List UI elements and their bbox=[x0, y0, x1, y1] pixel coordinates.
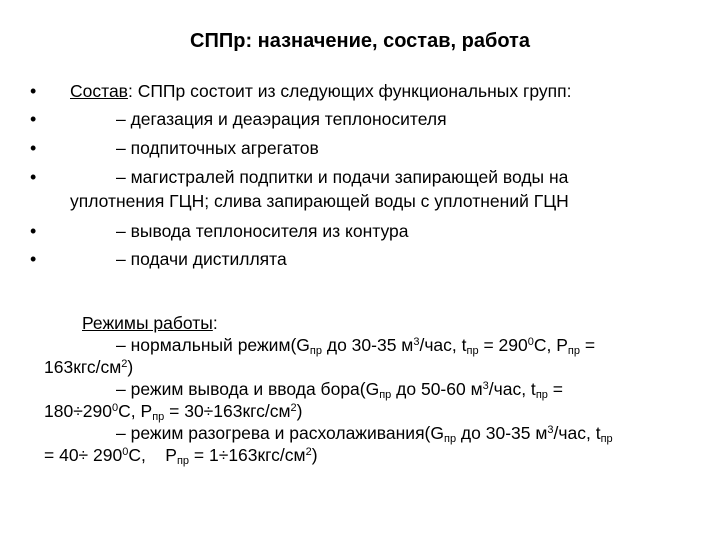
mode-text: С, Р bbox=[533, 335, 568, 355]
composition-label: Состав bbox=[70, 81, 128, 101]
mode-text: – режим вывода и ввода бора(G bbox=[116, 379, 380, 399]
mode-normal-cont bbox=[44, 356, 133, 378]
superscript: 0 bbox=[112, 402, 119, 414]
superscript: 3 bbox=[482, 380, 489, 392]
list-item-continuation: уплотнения ГЦН; слива запирающей воды с уплотнений ГЦН bbox=[70, 191, 569, 211]
bullet: • bbox=[30, 221, 37, 241]
subscript: пр bbox=[379, 389, 392, 401]
mode-text: 180÷290 bbox=[44, 401, 113, 421]
mode-text: = bbox=[580, 335, 596, 355]
mode-text: /час, t bbox=[419, 335, 467, 355]
list-item: – подпиточных агрегатов bbox=[116, 138, 319, 158]
mode-text: до 30-35 м bbox=[456, 423, 548, 443]
superscript: 2 bbox=[290, 402, 297, 414]
mode-heatcool bbox=[116, 422, 613, 444]
superscript: 2 bbox=[121, 358, 128, 370]
mode-text: до 30-35 м bbox=[322, 335, 414, 355]
mode-text: – режим разогрева и расхолаживания(G bbox=[116, 423, 444, 443]
mode-text: до 50-60 м bbox=[391, 379, 483, 399]
subscript: пр bbox=[443, 433, 457, 445]
bullet: • bbox=[30, 138, 37, 158]
superscript: 3 bbox=[413, 336, 420, 348]
subscript: пр bbox=[176, 455, 190, 467]
mode-boron bbox=[116, 378, 563, 400]
list-item: – вывода теплоносителя из контура bbox=[116, 221, 409, 241]
page-title: СППр: назначение, состав, работа bbox=[190, 30, 530, 52]
modes-label: Режимы работы bbox=[82, 313, 213, 333]
bullet: • bbox=[30, 167, 37, 187]
modes-heading bbox=[82, 312, 218, 334]
list-item: – магистралей подпитки и подачи запирающей воды на bbox=[116, 167, 569, 187]
subscript: пр bbox=[535, 389, 548, 401]
mode-text: /час, t bbox=[488, 379, 536, 399]
superscript: 3 bbox=[547, 424, 554, 436]
bullet: • bbox=[30, 109, 37, 129]
mode-text: ) bbox=[127, 357, 134, 377]
modes-colon: : bbox=[212, 313, 218, 333]
mode-text: = 290 bbox=[478, 335, 528, 355]
subscript: пр bbox=[466, 345, 479, 357]
bullet: • bbox=[30, 81, 37, 101]
mode-text: С, Р bbox=[118, 401, 153, 421]
mode-boron-cont bbox=[44, 400, 302, 422]
mode-text: = 1÷163кгс/см bbox=[189, 445, 306, 465]
mode-text: = 30÷163кгс/см bbox=[164, 401, 291, 421]
subscript: пр bbox=[600, 433, 613, 445]
mode-text: = bbox=[547, 379, 563, 399]
superscript: 0 bbox=[122, 446, 129, 458]
superscript: 2 bbox=[305, 446, 312, 458]
mode-text: 163кгс/см bbox=[44, 357, 122, 377]
subscript: пр bbox=[152, 411, 165, 423]
subscript: пр bbox=[567, 345, 580, 357]
mode-text: – нормальный режим(G bbox=[116, 335, 310, 355]
list-item: – подачи дистиллята bbox=[116, 249, 287, 269]
list-item: – дегазация и деаэрация теплоносителя bbox=[116, 109, 447, 129]
subscript: пр bbox=[309, 345, 322, 357]
mode-normal bbox=[116, 334, 595, 356]
composition-intro-text: : СППр состоит из следующих функциональных групп: bbox=[127, 81, 572, 101]
mode-text: ) bbox=[311, 445, 318, 465]
mode-heatcool-cont bbox=[44, 444, 318, 466]
mode-text: С, Р bbox=[128, 445, 177, 465]
bullet: • bbox=[30, 249, 37, 269]
mode-text: /час, t bbox=[553, 423, 601, 443]
composition-intro bbox=[70, 80, 571, 102]
mode-text: = 40÷ 290 bbox=[44, 445, 123, 465]
superscript: 0 bbox=[527, 336, 534, 348]
mode-text: ) bbox=[296, 401, 303, 421]
